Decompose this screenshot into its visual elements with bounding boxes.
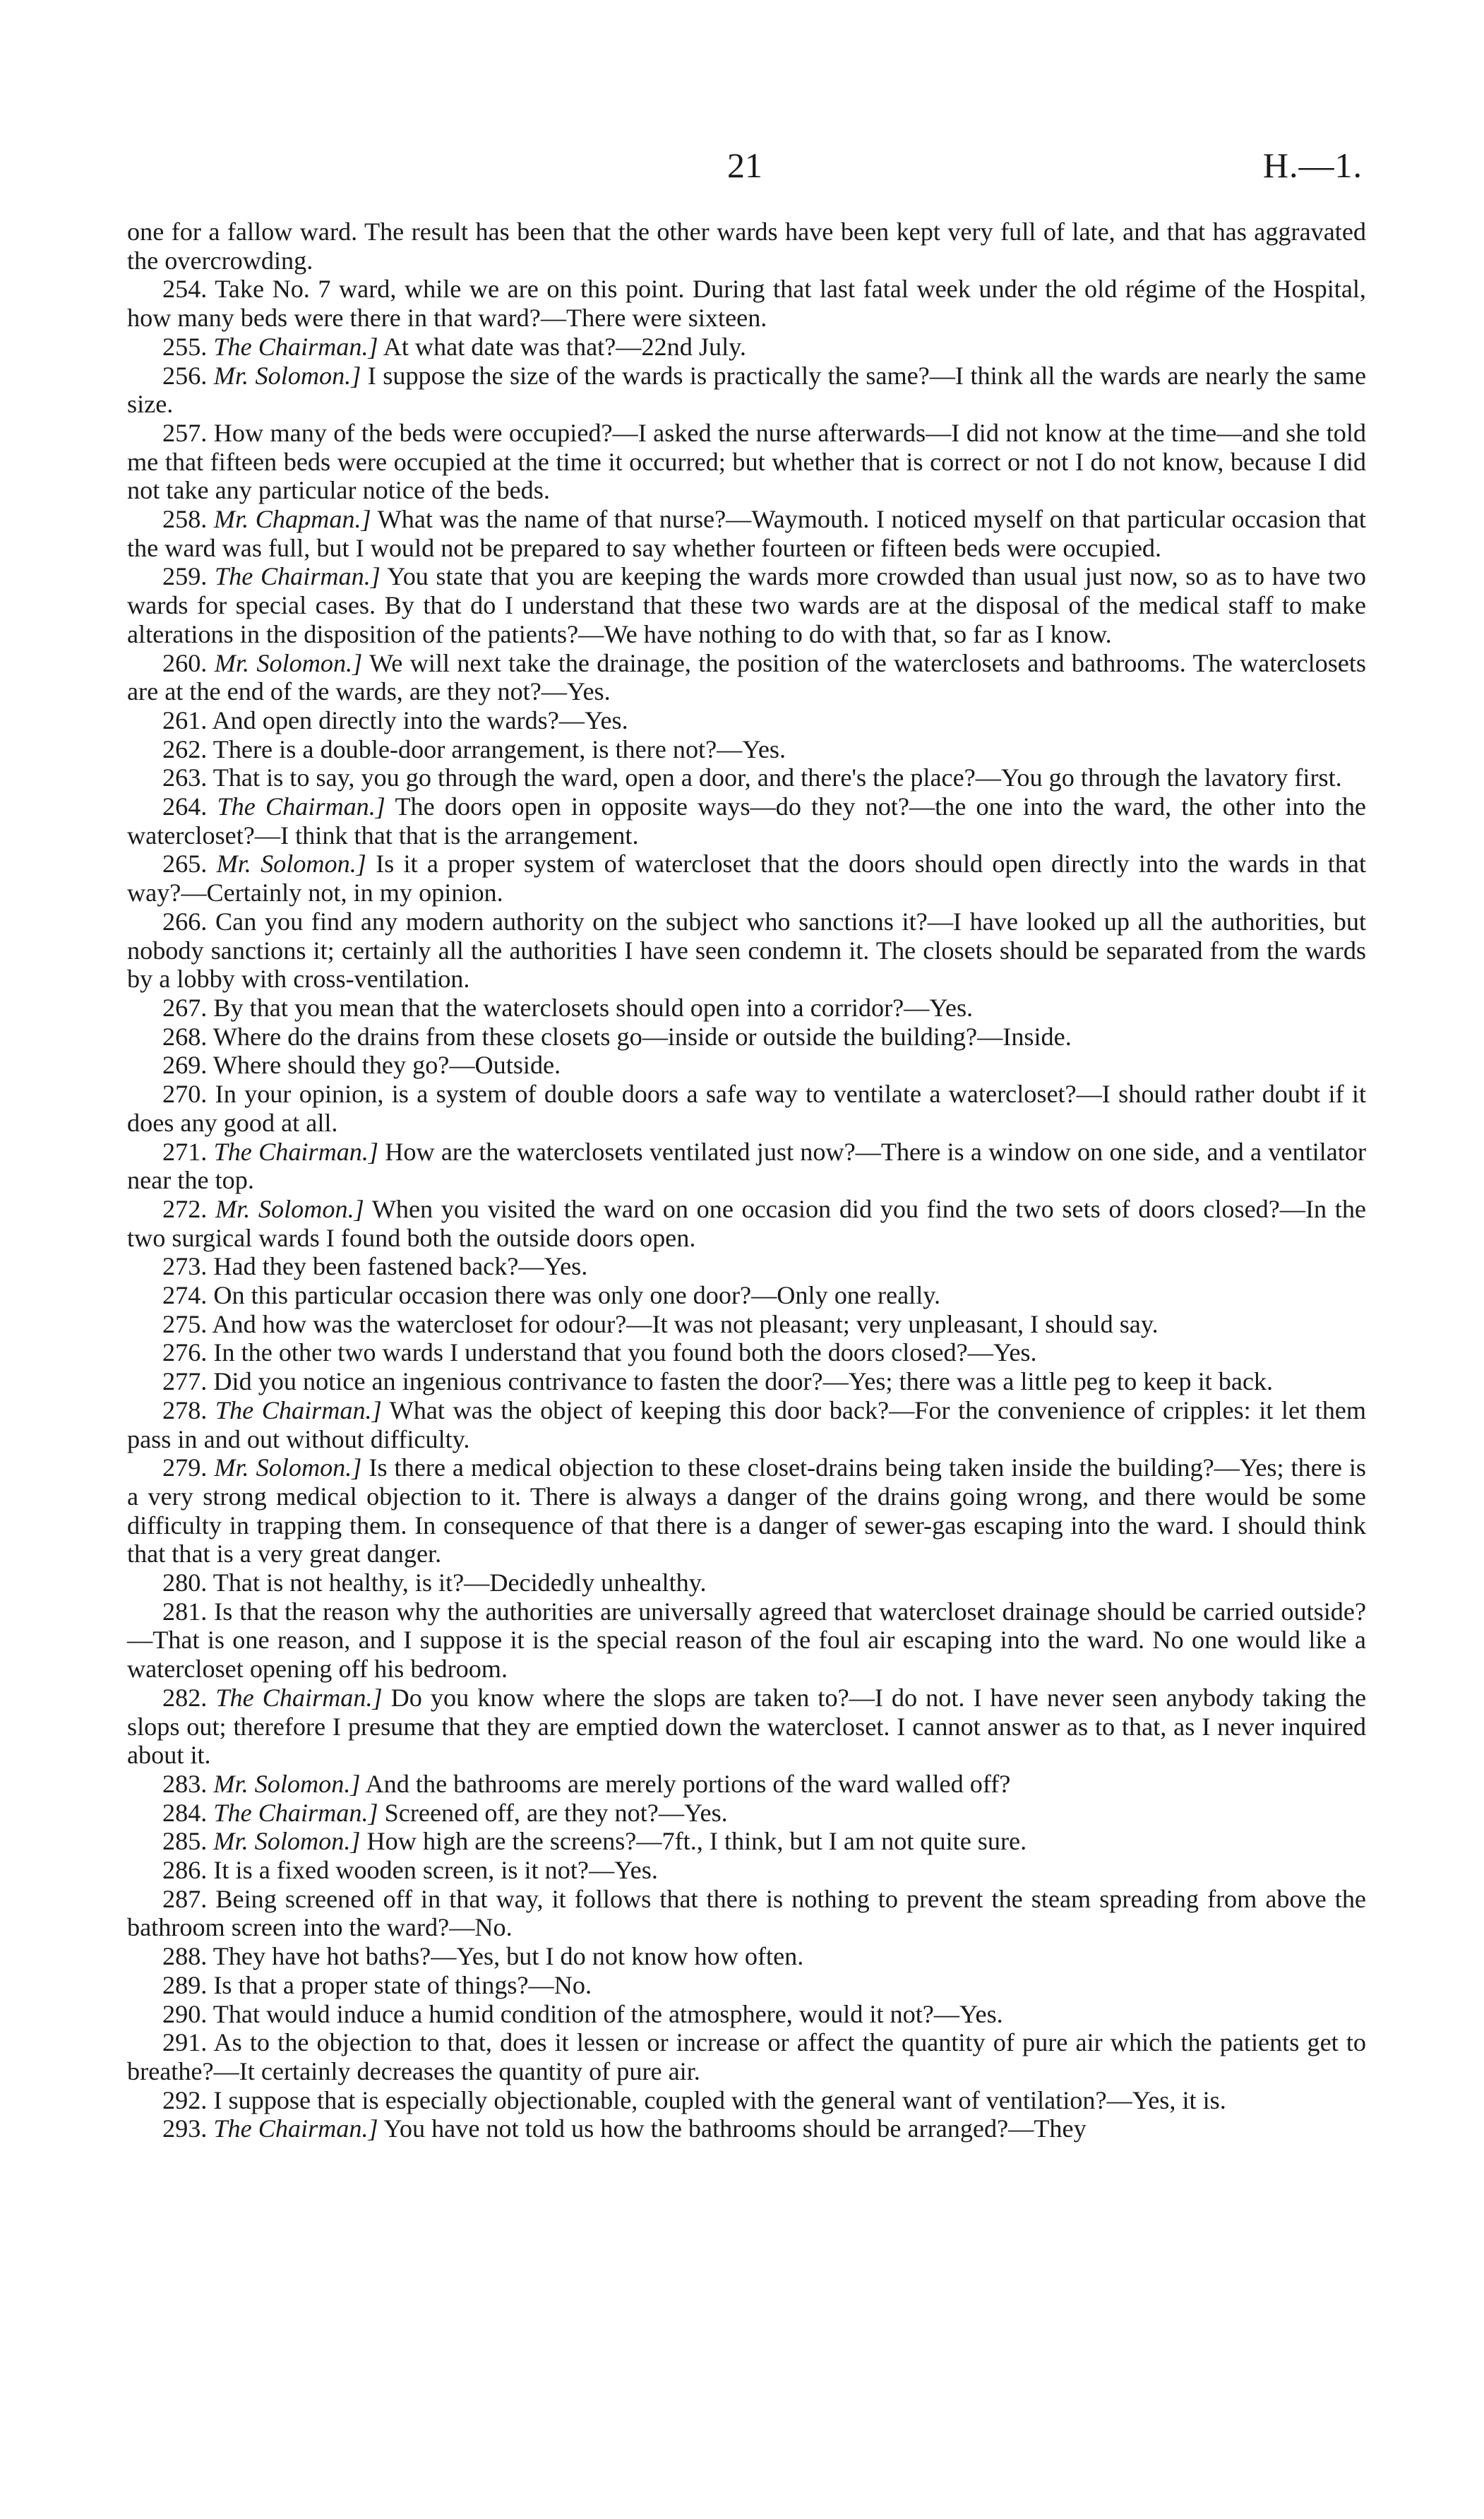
paragraph-text: What was the object of keeping this door back?—For the convenience of cripples: it let them pass in and out without difficulty. [127,1395,1366,1453]
paragraph-text: I suppose that is especially objectionable, coupled with the general want of ventilation?—Yes, it is. [213,2085,1226,2114]
question-number: 289. [162,1970,208,1999]
question-paragraph [127,1252,1366,1281]
question-number: 283. [162,1769,208,1798]
speaker-label: The Chairman.] [215,1683,383,1712]
paragraph-text: Did you notice an ingenious contrivance to fasten the door?—Yes; there was a little peg to keep it back. [213,1367,1274,1396]
paragraph-text: Can you find any modern authority on the subject who sanctions it?—I have looked up all the authorities, but nobody sanctions it; certainly all the authorities I have seen condemn it. The closets should be separated from the wards by a lobby with cross-ventilation. [127,907,1366,994]
question-paragraph [127,1051,1366,1080]
question-number: 261. [162,705,208,734]
document-reference: H.—1. [1262,145,1363,185]
question-paragraph [127,1195,1366,1252]
speaker-label: Mr. Solomon.] [216,850,366,879]
question-number: 262. [162,734,208,763]
paragraph-text: Take No. 7 ward, while we are on this point. During that last fatal week under the old régime of the Hospital, how many beds were there in that ward?—There were sixteen. [127,275,1366,333]
paragraph-text: Had they been fastened back?—Yes. [213,1252,588,1281]
question-paragraph [127,275,1366,332]
question-number: 269. [162,1051,208,1080]
question-number: 266. [162,907,208,936]
page-header [0,145,1484,194]
speaker-label: The Chairman.] [213,332,378,361]
question-paragraph [127,1568,1366,1597]
paragraph-text: That is to say, you go through the ward, open a door, and there's the place?—You go through the lavatory first. [213,763,1342,792]
question-number: 268. [162,1022,208,1051]
paragraph-text: Where should they go?—Outside. [213,1051,561,1080]
question-number: 278. [162,1395,208,1424]
question-paragraph [127,2028,1366,2085]
question-number: 288. [162,1942,208,1971]
question-number: 284. [162,1798,208,1827]
speaker-label: The Chairman.] [213,1798,378,1827]
question-paragraph [127,1080,1366,1137]
paragraph-text: That would induce a humid condition of the atmosphere, would it not?—Yes. [213,1999,1003,2028]
question-paragraph [127,994,1366,1023]
question-number: 280. [162,1568,208,1597]
question-number: 272. [162,1194,208,1223]
paragraph-text: How high are the screens?—7ft., I think, but I am not quite sure. [366,1827,1027,1856]
question-number: 281. [162,1597,208,1626]
question-paragraph [127,792,1366,850]
question-paragraph [127,1827,1366,1856]
question-number: 264. [162,792,208,821]
paragraph-text: They have hot baths?—Yes, but I do not know how often. [213,1942,804,1971]
paragraph-text: In your opinion, is a system of double doors a safe way to ventilate a watercloset?—I should rather doubt if it does any good at all. [127,1080,1367,1137]
question-paragraph [127,907,1366,994]
question-paragraph [127,362,1366,419]
question-paragraph [127,1310,1366,1339]
speaker-label: Mr. Solomon.] [214,648,363,677]
paragraph-text: In the other two wards I understand that you found both the doors closed?—Yes. [213,1338,1037,1367]
question-number: 277. [162,1367,208,1396]
question-number: 257. [162,418,208,447]
question-paragraph [127,1338,1366,1367]
question-number: 282. [162,1683,208,1712]
speaker-label: The Chairman.] [213,2114,378,2143]
paragraph-text: You state that you are keeping the wards more crowded than usual just now, so as to have two wards for special cases. By that do I understand that these two wards are at the disposal of the medical staff to make alterations in the disposition of the patients?—We have nothing to do with that, so far as I know. [127,562,1366,648]
question-number: 292. [162,2085,208,2114]
page-number: 21 [727,145,762,185]
speaker-label: Mr. Solomon.] [215,1194,364,1223]
speaker-label: The Chairman.] [213,1137,379,1166]
question-paragraph [127,1856,1366,1885]
question-paragraph [127,505,1366,562]
question-number: 265. [162,850,208,879]
paragraph-text: Do you know where the slops are taken to?—I do not. I have never seen anybody taking the slops out; therefore I presume that they are emptied down the watercloset. I cannot answer as to that, as I never inquired about it. [127,1683,1367,1770]
paragraph-text: I suppose the size of the wards is practically the same?—I think all the wards are nearly the same size. [127,361,1367,419]
speaker-label: Mr. Solomon.] [214,1453,362,1482]
question-number: 291. [162,2028,208,2057]
question-paragraph [127,1597,1366,1684]
paragraph-text: There is a double-door arrangement, is there not?—Yes. [213,734,786,763]
paragraph-text: Being screened off in that way, it follows that there is nothing to prevent the steam spreading from above the bathroom screen into the ward?—No. [127,1884,1366,1942]
question-number: 254. [162,275,208,304]
speaker-label: Mr. Solomon.] [213,361,361,390]
question-number: 274. [162,1281,208,1310]
paragraph-text: And open directly into the wards?—Yes. [212,705,628,734]
question-paragraph [127,1770,1366,1799]
question-number: 290. [162,1999,208,2028]
question-paragraph [127,1799,1366,1828]
question-paragraph [127,1942,1366,1971]
question-paragraph [127,1396,1366,1453]
paragraph-text: How many of the beds were occupied?—I asked the nurse afterwards—I did not know at the time—and she told me that fifteen beds were occupied at the time it occurred; but whether that is correct or not I do not know, because I did not take any particular notice of the beds. [127,418,1367,505]
question-number: 263. [162,763,208,792]
question-paragraph [127,2114,1366,2143]
paragraph-text: You have not told us how the bathrooms should be arranged?—They [383,2114,1087,2143]
speaker-label: Mr. Solomon.] [213,1827,361,1856]
paragraph-text: And the bathrooms are merely portions of the ward walled off? [365,1769,1011,1798]
question-paragraph [127,1453,1366,1568]
paragraph-text: That is not healthy, is it?—Decidedly unhealthy. [213,1568,707,1597]
speaker-label: Mr. Chapman.] [213,505,371,534]
question-number: 275. [162,1309,208,1338]
question-paragraph [127,419,1366,505]
paragraph-text: And how was the watercloset for odour?—It was not pleasant; very unpleasant, I should say. [212,1309,1159,1338]
question-paragraph [127,1138,1366,1195]
question-number: 286. [162,1856,208,1885]
question-paragraph [127,1971,1366,2000]
paragraph-text: By that you mean that the waterclosets should open into a corridor?—Yes. [213,993,974,1022]
paragraph-text: As to the objection to that, does it lessen or increase or affect the quantity of pure air which the patients get to breathe?—It certainly decreases the quantity of pure air. [127,2028,1366,2085]
question-paragraph [127,1281,1366,1310]
paragraph-text: Is there a medical objection to these closet-drains being taken inside the building?—Yes; there is a very strong medical objection to it. There is always a danger of the drains going wrong, and there would be some difficulty in trapping them. In consequence of that there is a danger of sewer-gas escaping into the ward. I should think that that is a very great danger. [127,1453,1367,1568]
question-number: 260. [162,648,208,677]
question-number: 273. [162,1252,208,1281]
paragraph-text: The doors open in opposite ways—do they not?—the one into the ward, the other into the watercloset?—I think that that is the arrangement. [127,792,1366,850]
question-number: 258. [162,505,208,534]
question-number: 293. [162,2114,208,2143]
question-paragraph [127,649,1366,706]
question-number: 259. [162,562,208,591]
paragraph-text: It is a fixed wooden screen, is it not?—Yes. [213,1856,658,1885]
question-paragraph [127,1684,1366,1770]
question-number: 267. [162,993,208,1022]
paragraph-text: At what date was that?—22nd July. [383,332,746,361]
paragraph-text: Where do the drains from these closets go—inside or outside the building?—Inside. [213,1022,1072,1051]
question-paragraph [127,706,1366,735]
question-number: 270. [162,1080,208,1109]
question-number: 256. [162,361,208,390]
paragraph-text: When you visited the ward on one occasion did you find the two sets of doors closed?—In the two surgical wards I found both the outside doors open. [127,1194,1366,1252]
speaker-label: The Chairman.] [215,1395,382,1424]
question-paragraph [127,763,1366,792]
question-paragraph [127,735,1366,764]
speaker-label: The Chairman.] [215,562,381,591]
question-paragraph [127,1023,1366,1052]
paragraph-text: On this particular occasion there was only one door?—Only one really. [213,1281,941,1310]
question-number: 271. [162,1137,208,1166]
question-paragraph [127,2000,1366,2029]
paragraph-text: How are the waterclosets ventilated just now?—There is a window on one side, and a ventilator near the top. [127,1137,1366,1195]
paragraph-text: Is that the reason why the authorities are universally agreed that watercloset drainage should be carried outside?—That is one reason, and I suppose it is the special reason of the foul air escaping into the ward. No one would like a watercloset opening off his bedroom. [127,1597,1367,1684]
question-paragraph [127,850,1366,907]
paragraph-text: Is it a proper system of watercloset that the doors should open directly into the wards in that way?—Certainly not, in my opinion. [127,850,1367,907]
question-number: 255. [162,332,208,361]
paragraph-text: What was the name of that nurse?—Waymouth. I noticed myself on that particular occasion that the ward was full, but I would not be prepared to say whether fourteen or fifteen beds were occupied. [127,505,1366,562]
question-number: 279. [162,1453,208,1482]
continued-paragraph: one for a fallow ward. The result has been that the other wards have been kept very full of late, and that has aggravated the overcrowding. [127,218,1366,275]
question-number: 285. [162,1827,208,1856]
speaker-label: The Chairman.] [217,792,385,821]
question-paragraph [127,1885,1366,1942]
paragraph-text: Screened off, are they not?—Yes. [384,1798,728,1827]
paragraph-text: Is that a proper state of things?—No. [213,1970,592,1999]
speaker-label: Mr. Solomon.] [213,1769,361,1798]
question-number: 287. [162,1884,208,1913]
question-paragraph [127,2086,1366,2115]
question-number: 276. [162,1338,208,1367]
question-paragraph [127,562,1366,648]
evidence-text [127,218,1366,2143]
question-paragraph [127,1367,1366,1396]
question-paragraph [127,333,1366,362]
paragraph-text: We will next take the drainage, the position of the waterclosets and bathrooms. The waterclosets are at the end of the wards, are they not?—Yes. [127,648,1366,706]
